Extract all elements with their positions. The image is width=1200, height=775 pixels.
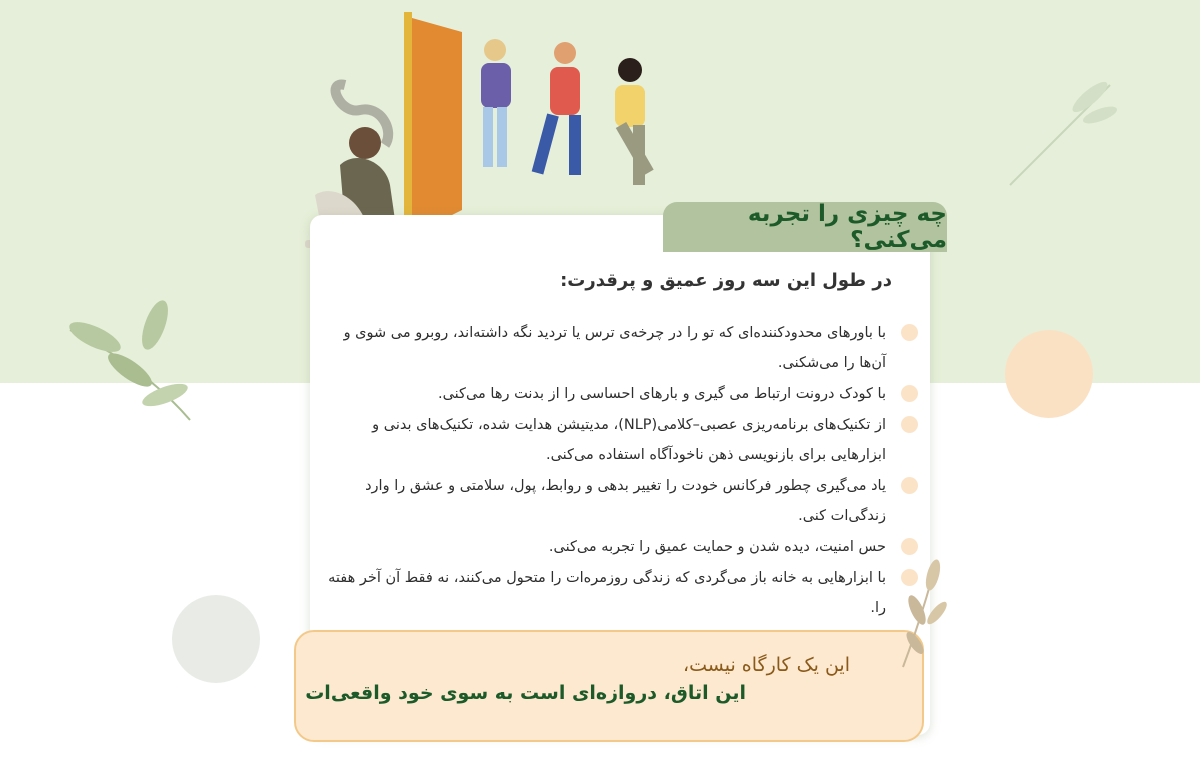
list-item: با ابزارهایی به خانه باز می‌گردی که زندگی روزمره‌ات را متحول می‌کنند، نه فقط آن آخر هفته را. [320,563,918,623]
section-title: چه چیزی را تجربه می‌کنی؟ [747,201,947,253]
bullet-dot-icon [901,324,918,341]
bullet-dot-icon [901,416,918,433]
jumping-people-illustration [465,35,670,195]
decorative-peach-circle [1005,330,1093,418]
section-title-tab [663,202,947,252]
open-door-illustration [400,10,470,240]
leaf-sprig-icon [895,555,955,670]
decorative-grey-circle [172,595,260,683]
list-item: یاد می‌گیری چطور فرکانس خودت را تغییر بدهی و روابط، پول، سلامتی و عشق را وارد زندگی‌ات کنی. [320,471,918,531]
list-item: از تکنیک‌های برنامه‌ریزی عصبی–کلامی(NLP)، مدیتیشن هدایت شده، تکنیک‌های بدنی و ابزارهایی برای بازنویسی ذهن ناخودآگاه استفاده می‌کنی. [320,410,918,470]
experience-list [320,318,918,624]
footer-callout [294,630,924,742]
subtitle: در طول این سه روز عمیق و پرقدرت: [560,270,892,291]
list-item: با باورهای محدودکننده‌ای که تو را در چرخه‌ی ترس یا تردید نگه داشته‌اند، روبرو می شوی و آن‌ها را می‌شکنی. [320,318,918,378]
footer-line-2: این اتاق، دروازه‌ای است به سوی خود واقعی‌ات [305,682,746,704]
footer-line-1: این یک کارگاه نیست، [682,654,850,676]
leaves-left-icon [60,295,200,425]
bullet-dot-icon [901,385,918,402]
list-item: حس امنیت، دیده شدن و حمایت عمیق را تجربه می‌کنی. [320,532,918,562]
list-item: با کودک درونت ارتباط می گیری و بارهای احساسی را از بدنت رها می‌کنی. [320,379,918,409]
bullet-dot-icon [901,477,918,494]
leaf-branch-top-right-icon [1000,75,1130,195]
bullet-dot-icon [901,538,918,555]
